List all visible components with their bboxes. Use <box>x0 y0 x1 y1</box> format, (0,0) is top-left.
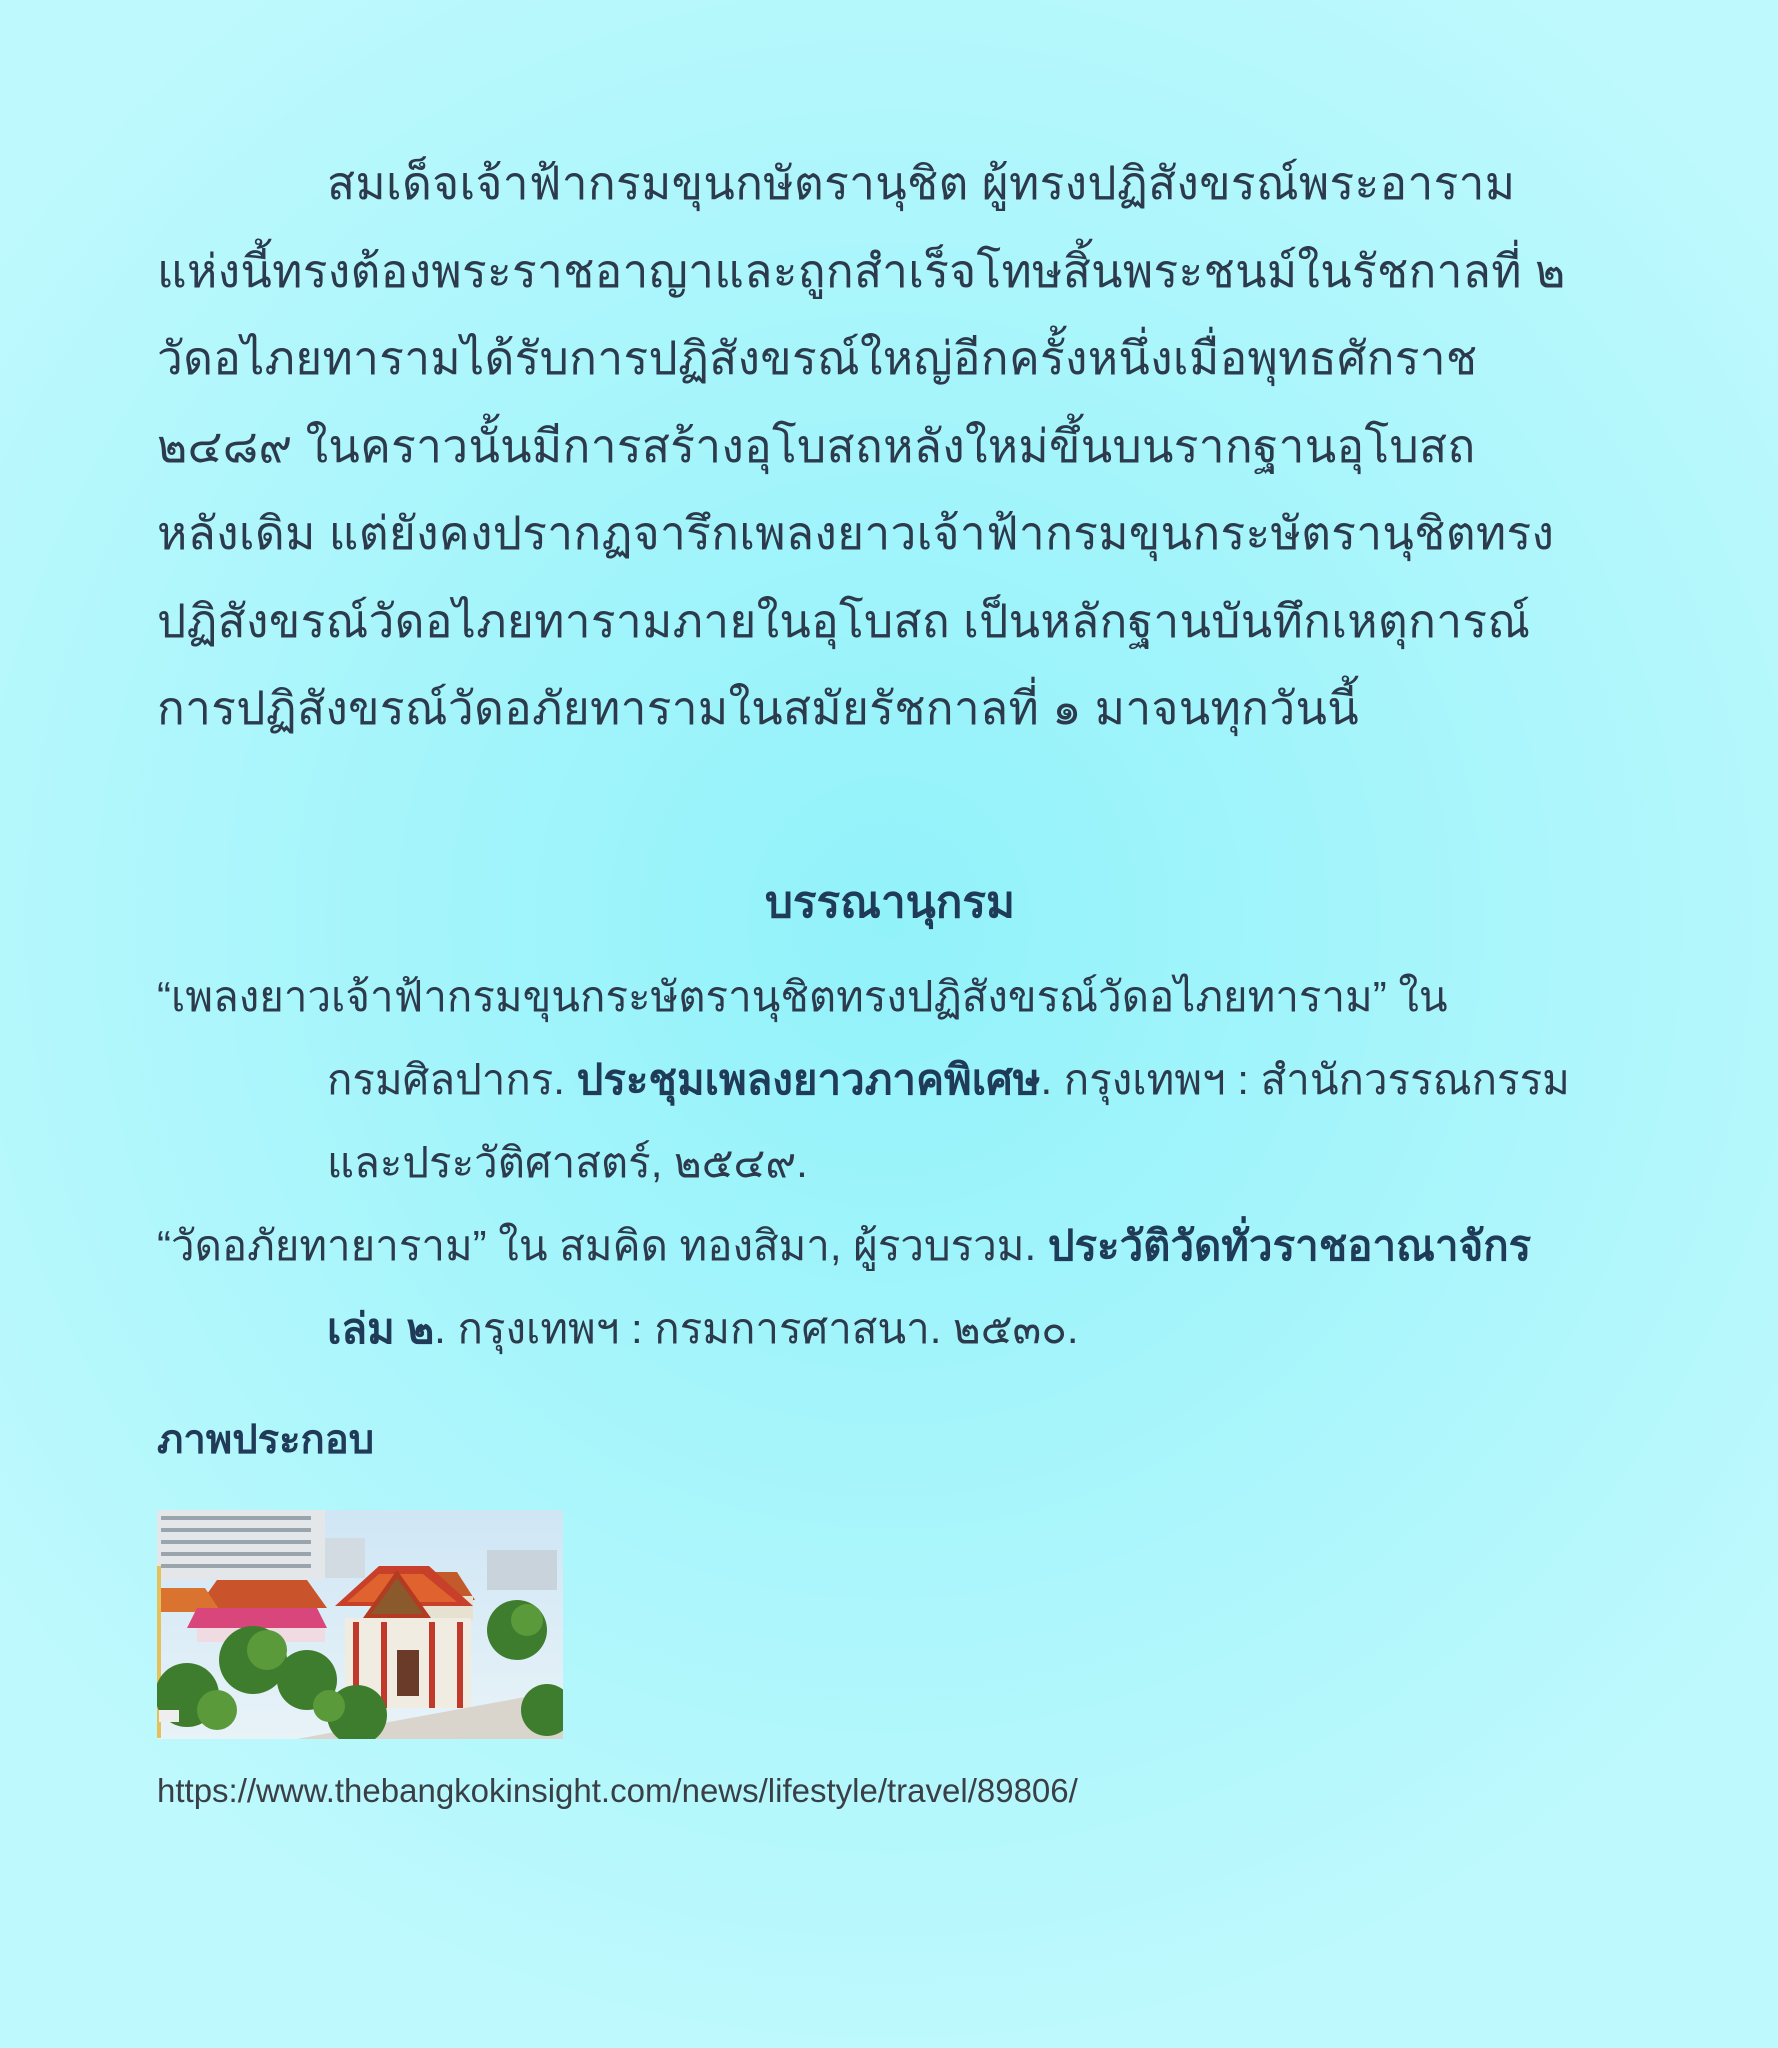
illustration-heading: ภาพประกอบ <box>157 1417 375 1462</box>
entry-volume: เล่ม ๒ <box>327 1304 435 1352</box>
entry-line <box>157 1204 1623 1287</box>
body-line: ๒๔๘๙ ในคราวนั้นมีการสร้างอุโบสถหลังใหม่ขึ้นบนรากฐานอุโบสถ <box>157 419 1476 472</box>
entry-text: . กรุงเทพฯ : สำนักวรรณกรรม <box>1040 1055 1570 1103</box>
entry-line: “เพลงยาวเจ้าฟ้ากรมขุนกระษัตรานุชิตทรงปฏิสังขรณ์วัดอไภยทาราม” ใน <box>157 972 1448 1020</box>
bibliography-entry-2 <box>157 1204 1623 1370</box>
entry-text: “วัดอภัยทายาราม” ใน สมคิด ทองสิมา, ผู้รวบรวม. <box>157 1221 1048 1269</box>
document-page <box>157 140 1623 1813</box>
image-source-url: https://www.thebangkokinsight.com/news/lifestyle/travel/89806/ <box>157 1771 1078 1809</box>
entry-book-title: ประวัติวัดทั่วราชอาณาจักร <box>1047 1221 1532 1269</box>
entry-line: และประวัติศาสตร์, ๒๕๔๙. <box>327 1138 808 1186</box>
body-line: ปฏิสังขรณ์วัดอไภยทารามภายในอุโบสถ เป็นหลักฐานบันทึกเหตุการณ์ <box>157 594 1531 647</box>
body-line: แห่งนี้ทรงต้องพระราชอาญาและถูกสำเร็จโทษสิ้นพระชนม์ในรัชกาลที่ ๒ <box>157 244 1566 297</box>
bibliography-entry-1 <box>157 955 1623 1204</box>
entry-book-title: ประชุมเพลงยาวภาคพิเศษ <box>576 1055 1041 1103</box>
bibliography-heading: บรรณานุกรม <box>764 877 1016 927</box>
body-line: การปฏิสังขรณ์วัดอภัยทารามในสมัยรัชกาลที่ ๑ มาจนทุกวันนี้ <box>157 682 1359 734</box>
body-paragraph <box>157 140 1623 753</box>
entry-text: . กรุงเทพฯ : กรมการศาสนา. ๒๕๓๐. <box>434 1304 1079 1352</box>
entry-line <box>157 1038 1623 1121</box>
body-line: สมเด็จเจ้าฟ้ากรมขุนกษัตรานุชิต ผู้ทรงปฏิสังขรณ์พระอาราม <box>327 157 1516 209</box>
body-line: วัดอไภยทารามได้รับการปฏิสังขรณ์ใหญ่อีกครั้งหนึ่งเมื่อพุทธศักราช <box>157 332 1478 384</box>
body-line: หลังเดิม แต่ยังคงปรากฏจารึกเพลงยาวเจ้าฟ้ากรมขุนกระษัตรานุชิตทรง <box>157 507 1555 559</box>
entry-text: กรมศิลปากร. <box>327 1055 577 1103</box>
entry-line <box>157 1287 1623 1370</box>
temple-photo <box>157 1510 563 1739</box>
